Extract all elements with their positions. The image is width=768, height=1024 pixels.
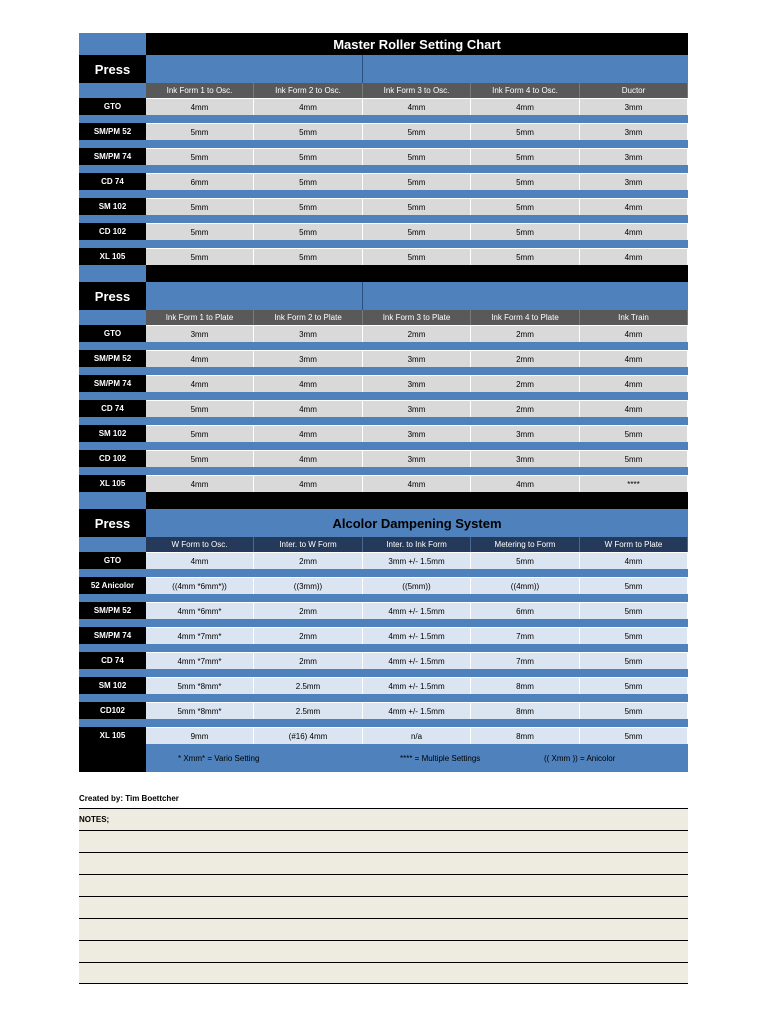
press-label: Press [79, 509, 146, 537]
setting-value: 4mm [363, 98, 471, 115]
row-separator [79, 115, 688, 123]
column-header: Ink Form 4 to Plate [471, 310, 580, 325]
press-name: XL 105 [79, 727, 146, 744]
setting-value: 7mm [471, 652, 580, 669]
separator-left [79, 140, 146, 148]
press-label: Press [79, 282, 146, 310]
setting-value: 5mm [471, 552, 580, 569]
setting-value: 4mm [146, 552, 254, 569]
setting-value: 2mm [254, 602, 363, 619]
section3-body [79, 552, 688, 744]
row-separator [79, 165, 688, 173]
setting-value: 5mm [146, 123, 254, 140]
section2-body [79, 325, 688, 492]
column-header: Ink Form 2 to Plate [254, 310, 363, 325]
setting-value: 3mm [580, 148, 688, 165]
setting-value: 5mm [254, 123, 363, 140]
setting-value: 5mm [363, 248, 471, 265]
table-row [79, 450, 688, 467]
table-row [79, 602, 688, 619]
setting-value: 4mm *6mm* [146, 602, 254, 619]
setting-value: 5mm [146, 148, 254, 165]
section1-banner-right [363, 55, 688, 83]
roller-setting-sheet [79, 33, 688, 772]
section2-banner-right [363, 282, 688, 310]
setting-value: 4mm [580, 198, 688, 215]
table-row [79, 677, 688, 694]
separator-left [79, 165, 146, 173]
setting-value: 5mm [471, 148, 580, 165]
setting-value: 5mm [146, 248, 254, 265]
setting-value: 3mm [580, 173, 688, 190]
legend-corner [79, 744, 146, 772]
separator-right [146, 240, 688, 248]
table-row [79, 577, 688, 594]
press-name: SM/PM 74 [79, 148, 146, 165]
separator-left [79, 442, 146, 450]
setting-value: 5mm [254, 173, 363, 190]
setting-value: **** [580, 475, 688, 492]
row-separator [79, 569, 688, 577]
setting-value: ((4mm *6mm*)) [146, 577, 254, 594]
setting-value: 5mm [471, 248, 580, 265]
setting-value: 2.5mm [254, 677, 363, 694]
setting-value: 4mm [254, 375, 363, 392]
column-header: Ink Form 2 to Osc. [254, 83, 363, 98]
separator-left [79, 719, 146, 727]
setting-value: 2mm [471, 325, 580, 342]
separator-left [79, 342, 146, 350]
setting-value: 3mm [363, 350, 471, 367]
column-header: Ink Form 1 to Osc. [146, 83, 254, 98]
setting-value: 8mm [471, 677, 580, 694]
setting-value: 4mm +/- 1.5mm [363, 602, 471, 619]
setting-value: 5mm [363, 123, 471, 140]
table-row [79, 552, 688, 569]
table-row [79, 727, 688, 744]
press-name: CD 74 [79, 652, 146, 669]
table-row [79, 627, 688, 644]
separator-left [79, 190, 146, 198]
setting-value: 4mm [254, 425, 363, 442]
setting-value: 8mm [471, 702, 580, 719]
row-separator [79, 644, 688, 652]
setting-value: 2mm [254, 652, 363, 669]
setting-value: 5mm [146, 450, 254, 467]
setting-value: 3mm [471, 450, 580, 467]
separator-right [146, 594, 688, 602]
created-by: Created by: Tim Boettcher [79, 794, 179, 803]
setting-value: 5mm [363, 173, 471, 190]
column-header: Ink Form 1 to Plate [146, 310, 254, 325]
setting-value: 5mm [471, 123, 580, 140]
setting-value: 4mm +/- 1.5mm [363, 702, 471, 719]
setting-value: 3mm [580, 123, 688, 140]
row-separator [79, 215, 688, 223]
setting-value: 5mm [254, 248, 363, 265]
separator-left [79, 694, 146, 702]
table-row [79, 223, 688, 240]
separator-right [146, 619, 688, 627]
press-name: CD102 [79, 702, 146, 719]
setting-value: 5mm [146, 198, 254, 215]
section3-header-row [79, 537, 688, 552]
table-row [79, 652, 688, 669]
setting-value: 4mm *7mm* [146, 652, 254, 669]
setting-value: 3mm [580, 98, 688, 115]
row-separator [79, 669, 688, 677]
setting-value: 5mm [254, 148, 363, 165]
press-name: GTO [79, 325, 146, 342]
setting-value: 6mm [471, 602, 580, 619]
separator-left [79, 115, 146, 123]
setting-value: 3mm +/- 1.5mm [363, 552, 471, 569]
section1-press-row [79, 55, 688, 83]
table-row [79, 475, 688, 492]
notes-line [79, 896, 688, 918]
column-header: W Form to Osc. [146, 537, 254, 552]
setting-value: 5mm [254, 198, 363, 215]
setting-value: 3mm [471, 425, 580, 442]
separator-right [146, 719, 688, 727]
setting-value: 5mm [471, 223, 580, 240]
separator-left [79, 619, 146, 627]
setting-value: 4mm [254, 475, 363, 492]
table-row [79, 173, 688, 190]
setting-value: 4mm [471, 98, 580, 115]
setting-value: 4mm [363, 475, 471, 492]
dampening-system-title: Alcolor Dampening System [146, 509, 688, 537]
table-row [79, 702, 688, 719]
title-row [79, 33, 688, 55]
section1-header-row [79, 83, 688, 98]
separator-right [146, 669, 688, 677]
press-name: GTO [79, 552, 146, 569]
setting-value: 5mm [580, 425, 688, 442]
separator-left [79, 417, 146, 425]
separator-left [79, 594, 146, 602]
legend-anicolor: (( Xmm )) = Anicolor [544, 754, 616, 763]
separator-right [146, 467, 688, 475]
separator-right [146, 694, 688, 702]
separator-right [146, 115, 688, 123]
setting-value: 4mm [580, 248, 688, 265]
separator-left [79, 644, 146, 652]
separator-right [146, 215, 688, 223]
row-separator [79, 694, 688, 702]
setting-value: 4mm +/- 1.5mm [363, 652, 471, 669]
separator-right [146, 392, 688, 400]
chart-title: Master Roller Setting Chart [146, 33, 688, 55]
press-name: XL 105 [79, 475, 146, 492]
legend-multiple: **** = Multiple Settings [400, 754, 481, 763]
setting-value: 5mm [363, 198, 471, 215]
separator-right [146, 190, 688, 198]
setting-value: 2mm [363, 325, 471, 342]
setting-value: 5mm [471, 198, 580, 215]
separator-left [79, 669, 146, 677]
gap-right [146, 492, 688, 509]
notes-line [79, 940, 688, 962]
separator-left [79, 240, 146, 248]
setting-value: 5mm [580, 727, 688, 744]
setting-value: 4mm [146, 350, 254, 367]
separator-right [146, 569, 688, 577]
section3-press-row [79, 509, 688, 537]
column-header: Ink Form 4 to Osc. [471, 83, 580, 98]
section1-banner-left [146, 55, 363, 83]
column-header: Inter. to Ink Form [363, 537, 471, 552]
table-row [79, 248, 688, 265]
row-separator [79, 594, 688, 602]
column-header: Inter. to W Form [254, 537, 363, 552]
row-separator [79, 140, 688, 148]
setting-value: 3mm [146, 325, 254, 342]
table-row [79, 375, 688, 392]
setting-value: 3mm [363, 375, 471, 392]
legend-vario: * Xmm* = Vario Setting [178, 754, 260, 763]
legend [146, 744, 688, 772]
press-name: SM 102 [79, 425, 146, 442]
setting-value: 2mm [471, 400, 580, 417]
separator-left [79, 467, 146, 475]
section2-press-row [79, 282, 688, 310]
setting-value: 5mm *8mm* [146, 677, 254, 694]
footer [79, 790, 688, 984]
setting-value: 5mm [580, 627, 688, 644]
setting-value: 9mm [146, 727, 254, 744]
setting-value: 3mm [254, 350, 363, 367]
setting-value: 5mm [254, 223, 363, 240]
section-gap [79, 265, 688, 282]
separator-left [79, 569, 146, 577]
row-separator [79, 467, 688, 475]
table-row [79, 425, 688, 442]
notes-line [79, 874, 688, 896]
setting-value: (#16) 4mm [254, 727, 363, 744]
gap-left [79, 265, 146, 282]
row-separator [79, 342, 688, 350]
column-header: Ink Form 3 to Plate [363, 310, 471, 325]
press-name: CD 102 [79, 450, 146, 467]
press-name: SM/PM 74 [79, 627, 146, 644]
press-name: CD 74 [79, 173, 146, 190]
separator-right [146, 165, 688, 173]
setting-value: 4mm [580, 223, 688, 240]
section1-body [79, 98, 688, 265]
separator-right [146, 140, 688, 148]
press-name: CD 74 [79, 400, 146, 417]
setting-value: 7mm [471, 627, 580, 644]
setting-value: 3mm [363, 450, 471, 467]
table-row [79, 350, 688, 367]
header-corner [79, 537, 146, 552]
setting-value: 4mm [580, 350, 688, 367]
notes-label: NOTES; [79, 808, 688, 830]
gap-right [146, 265, 688, 282]
row-separator [79, 719, 688, 727]
column-header: Ink Train [580, 310, 688, 325]
separator-left [79, 392, 146, 400]
press-name: SM/PM 52 [79, 123, 146, 140]
press-label: Press [79, 55, 146, 83]
press-name: SM/PM 74 [79, 375, 146, 392]
setting-value: 5mm [146, 223, 254, 240]
notes-line [79, 918, 688, 940]
row-separator [79, 619, 688, 627]
column-header: Metering to Form [471, 537, 580, 552]
row-separator [79, 190, 688, 198]
setting-value: 5mm [146, 400, 254, 417]
column-header: Ductor [580, 83, 688, 98]
title-corner [79, 33, 146, 55]
table-row [79, 148, 688, 165]
notes-line [79, 852, 688, 874]
row-separator [79, 392, 688, 400]
separator-right [146, 367, 688, 375]
setting-value: ((5mm)) [363, 577, 471, 594]
press-name: SM/PM 52 [79, 602, 146, 619]
table-row [79, 198, 688, 215]
notes-line [79, 830, 688, 852]
setting-value: 2mm [254, 552, 363, 569]
table-row [79, 123, 688, 140]
table-row [79, 325, 688, 342]
column-header: W Form to Plate [580, 537, 688, 552]
header-corner [79, 83, 146, 98]
setting-value: 5mm [580, 450, 688, 467]
setting-value: 3mm [363, 400, 471, 417]
setting-value: 5mm [580, 577, 688, 594]
setting-value: 5mm [580, 602, 688, 619]
press-name: XL 105 [79, 248, 146, 265]
gap-left [79, 492, 146, 509]
setting-value: 4mm [254, 400, 363, 417]
section2-banner-left [146, 282, 363, 310]
setting-value: 5mm [580, 677, 688, 694]
press-name: SM 102 [79, 677, 146, 694]
setting-value: 4mm +/- 1.5mm [363, 627, 471, 644]
header-corner [79, 310, 146, 325]
press-name: GTO [79, 98, 146, 115]
section-gap [79, 492, 688, 509]
setting-value: 4mm +/- 1.5mm [363, 677, 471, 694]
setting-value: 2mm [254, 627, 363, 644]
setting-value: 3mm [363, 425, 471, 442]
setting-value: 2mm [471, 350, 580, 367]
notes-line [79, 962, 688, 984]
separator-right [146, 417, 688, 425]
setting-value: 5mm [580, 652, 688, 669]
press-name: CD 102 [79, 223, 146, 240]
press-name: SM 102 [79, 198, 146, 215]
setting-value: 5mm [471, 173, 580, 190]
setting-value: n/a [363, 727, 471, 744]
setting-value: 5mm [363, 223, 471, 240]
setting-value: 4mm [580, 375, 688, 392]
legend-row [79, 744, 688, 772]
table-row [79, 400, 688, 417]
press-name: SM/PM 52 [79, 350, 146, 367]
column-header: Ink Form 3 to Osc. [363, 83, 471, 98]
setting-value: 4mm [146, 375, 254, 392]
row-separator [79, 442, 688, 450]
setting-value: 4mm *7mm* [146, 627, 254, 644]
table-row [79, 98, 688, 115]
setting-value: 5mm [146, 425, 254, 442]
setting-value: 4mm [146, 98, 254, 115]
row-separator [79, 240, 688, 248]
setting-value: 4mm [580, 400, 688, 417]
setting-value: 6mm [146, 173, 254, 190]
setting-value: 4mm [254, 450, 363, 467]
section2-header-row [79, 310, 688, 325]
setting-value: 4mm [146, 475, 254, 492]
press-name: 52 Anicolor [79, 577, 146, 594]
setting-value: ((4mm)) [471, 577, 580, 594]
row-separator [79, 417, 688, 425]
setting-value: 2mm [471, 375, 580, 392]
setting-value: 4mm [254, 98, 363, 115]
setting-value: 5mm [580, 702, 688, 719]
setting-value: 8mm [471, 727, 580, 744]
setting-value: 4mm [580, 325, 688, 342]
setting-value: 5mm [363, 148, 471, 165]
setting-value: 4mm [471, 475, 580, 492]
separator-left [79, 367, 146, 375]
setting-value: 2.5mm [254, 702, 363, 719]
separator-left [79, 215, 146, 223]
separator-right [146, 644, 688, 652]
separator-right [146, 342, 688, 350]
setting-value: 3mm [254, 325, 363, 342]
row-separator [79, 367, 688, 375]
separator-right [146, 442, 688, 450]
setting-value: 5mm *8mm* [146, 702, 254, 719]
setting-value: 4mm [580, 552, 688, 569]
setting-value: ((3mm)) [254, 577, 363, 594]
